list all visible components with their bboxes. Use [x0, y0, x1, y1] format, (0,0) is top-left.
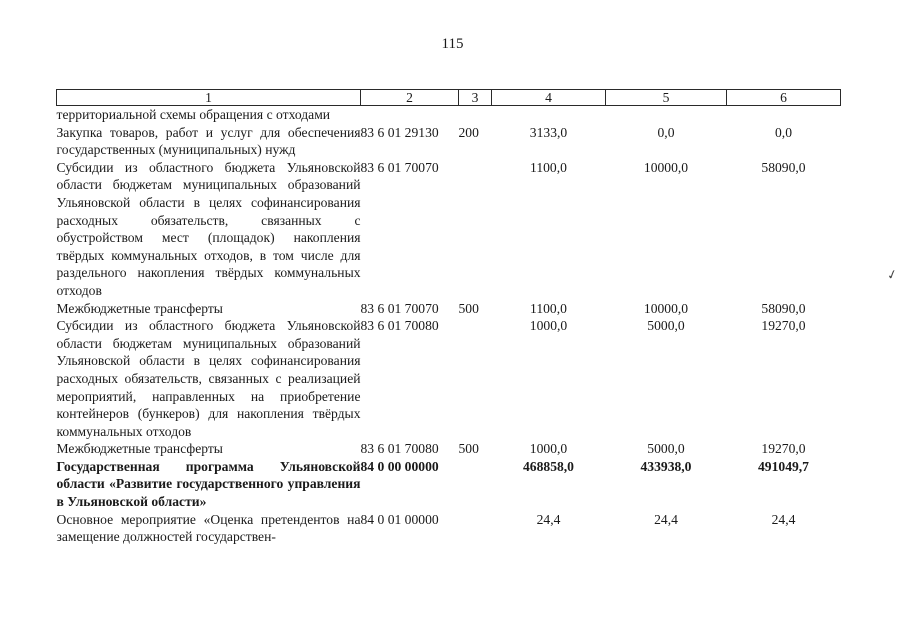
column-header-1: 1 [57, 90, 361, 106]
table-row [57, 300, 841, 318]
table-header [57, 90, 841, 106]
row-value-col6-cell: 19270,0 [761, 441, 806, 457]
row-name-cell: Основное мероприятие «Оценка претендентов на замещение должностей государствен- [56, 511, 361, 545]
row-value-col5-cell [606, 106, 727, 124]
row-value-col6-cell [727, 106, 841, 124]
row-value-col6-cell: 0,0 [775, 124, 792, 140]
row-code-cell: 84 0 01 00000 [360, 511, 439, 527]
table-header-row [57, 90, 841, 106]
row-value-col4-cell: 24,4 [536, 511, 561, 527]
row-value-col5-cell: 24,4 [654, 511, 678, 527]
row-name-cell: территориальной схемы обращения с отходами [56, 107, 331, 122]
row-value-col5-cell: 5000,0 [647, 441, 685, 457]
row-value-col6-cell: 491049,7 [758, 458, 809, 474]
column-header-5: 5 [606, 90, 727, 106]
row-value-col6-cell: 24,4 [771, 511, 796, 527]
row-type-cell [459, 317, 492, 440]
row-value-col5-cell: 5000,0 [647, 318, 685, 334]
row-value-col5-cell: 10000,0 [643, 300, 689, 316]
table-row [57, 511, 841, 546]
table-row [57, 159, 841, 300]
row-name-cell: Субсидии из областного бюджета Ульяновской области бюджетам муниципальных образований Ульяновской области в целях софинансирования расходных обязательств, связанных с обустройством мест (площадок) накопления твёрдых коммунальных отходов, в том числе для раздельного накопления твёрдых коммунальных отходов [56, 159, 361, 298]
table-row [57, 124, 841, 159]
column-header-4: 4 [492, 90, 606, 106]
handwritten-check-mark: ✓ [885, 266, 900, 285]
row-value-col6-cell: 58090,0 [761, 159, 806, 175]
row-name-cell: Закупка товаров, работ и услуг для обеспечения государственных (муниципальных) нужд [56, 124, 361, 158]
row-type-cell [459, 159, 492, 300]
row-code-cell: 84 0 00 00000 [360, 458, 439, 474]
row-type-cell [459, 458, 492, 511]
row-type-cell: 500 [458, 441, 479, 457]
row-value-col4-cell: 1100,0 [530, 300, 567, 316]
row-value-col4-cell: 1000,0 [529, 318, 568, 334]
column-header-3: 3 [459, 90, 492, 106]
row-code-cell: 83 6 01 70080 [360, 318, 439, 334]
row-type-cell: 500 [458, 300, 479, 316]
table-row [57, 440, 841, 458]
page-number: 115 [441, 36, 464, 52]
row-code-cell [361, 106, 459, 124]
row-value-col6-cell: 19270,0 [761, 318, 806, 334]
row-value-col5-cell: 433938,0 [640, 458, 692, 474]
row-value-col4-cell: 3133,0 [529, 124, 568, 140]
row-value-col5-cell: 10000,0 [643, 159, 689, 175]
row-code-cell: 83 6 01 70070 [360, 159, 439, 175]
row-value-col6-cell: 58090,0 [761, 300, 806, 316]
table-row [57, 317, 841, 440]
table-row [57, 458, 841, 511]
row-name-cell: Межбюджетные трансферты [56, 300, 223, 316]
row-type-cell [459, 106, 492, 124]
row-type-cell: 200 [458, 124, 479, 140]
table-row [57, 106, 841, 124]
row-value-col4-cell: 468858,0 [523, 458, 574, 474]
row-name-cell: Субсидии из областного бюджета Ульяновской области бюджетам муниципальных образований Ульяновской области в целях софинансирования расходных обязательств, связанных с реализацией мероприятий, направленных на приобретение контейнеров (бункеров) для накопления твёрдых коммунальных отходов [56, 318, 361, 439]
column-header-6: 6 [727, 90, 841, 106]
row-value-col5-cell: 0,0 [657, 124, 675, 140]
row-code-cell: 83 6 01 70080 [360, 441, 439, 457]
budget-table [56, 89, 841, 546]
row-type-cell [459, 511, 492, 546]
row-code-cell: 83 6 01 70070 [360, 300, 439, 316]
row-value-col4-cell [492, 106, 606, 124]
row-value-col4-cell: 1000,0 [529, 441, 568, 457]
row-code-cell: 83 6 01 29130 [360, 124, 439, 140]
column-header-2: 2 [361, 90, 459, 106]
table-body [57, 106, 841, 546]
row-name-cell: Межбюджетные трансферты [56, 441, 223, 457]
row-name-cell: Государственная программа Ульяновской области «Развитие государственного управления в Ульяновской области» [56, 458, 361, 510]
row-value-col4-cell: 1100,0 [530, 159, 567, 175]
